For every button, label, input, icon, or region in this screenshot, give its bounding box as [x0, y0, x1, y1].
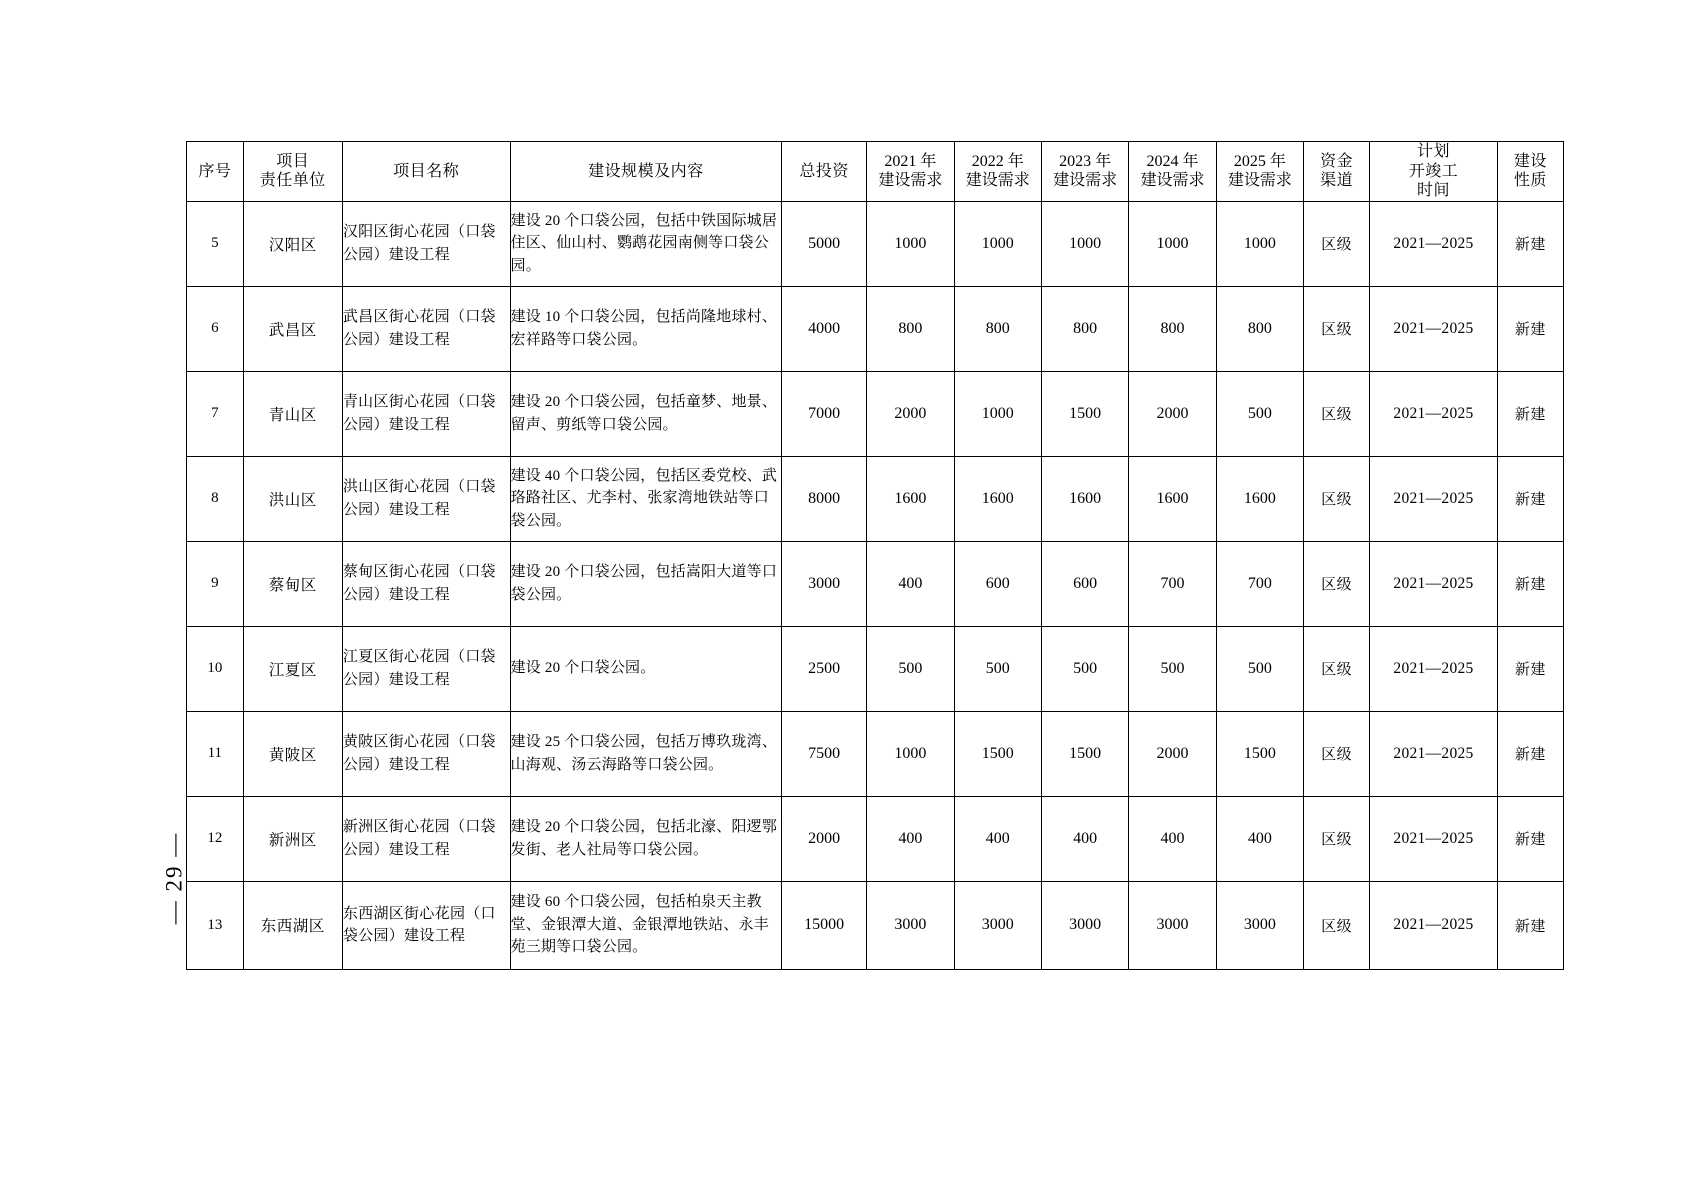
column-header-demand-2023: 2023 年 建设需求 [1041, 142, 1128, 202]
column-header-demand-2025: 2025 年 建设需求 [1216, 142, 1303, 202]
cell-planned-schedule: 2021—2025 [1370, 371, 1498, 456]
cell-total-investment: 2500 [782, 626, 867, 711]
table-row [187, 881, 1564, 969]
project-table-container [186, 141, 1564, 970]
cell-demand-2024: 2000 [1129, 371, 1216, 456]
cell-planned-schedule: 2021—2025 [1370, 796, 1498, 881]
cell-demand-2023: 1500 [1041, 371, 1128, 456]
cell-demand-2021: 500 [867, 626, 954, 711]
column-header-demand-2021: 2021 年 建设需求 [867, 142, 954, 202]
cell-demand-2023: 400 [1041, 796, 1128, 881]
cell-construction-nature: 新建 [1497, 881, 1563, 969]
cell-demand-2024: 800 [1129, 286, 1216, 371]
cell-total-investment: 15000 [782, 881, 867, 969]
cell-seq: 10 [187, 626, 244, 711]
cell-construction-nature: 新建 [1497, 201, 1563, 286]
table-header-row [187, 142, 1564, 202]
cell-project-name: 黄陂区街心花园（口袋公园）建设工程 [342, 711, 510, 796]
cell-planned-schedule: 2021—2025 [1370, 456, 1498, 541]
cell-funding-channel: 区级 [1304, 286, 1370, 371]
cell-seq: 12 [187, 796, 244, 881]
column-header-demand-2022: 2022 年 建设需求 [954, 142, 1041, 202]
cell-demand-2022: 1500 [954, 711, 1041, 796]
cell-seq: 7 [187, 371, 244, 456]
cell-project-name: 洪山区街心花园（口袋公园）建设工程 [342, 456, 510, 541]
cell-construction-nature: 新建 [1497, 371, 1563, 456]
table-row [187, 201, 1564, 286]
cell-construction-nature: 新建 [1497, 541, 1563, 626]
cell-unit: 武昌区 [243, 286, 342, 371]
table-row [187, 796, 1564, 881]
cell-demand-2021: 2000 [867, 371, 954, 456]
cell-total-investment: 7000 [782, 371, 867, 456]
cell-unit: 洪山区 [243, 456, 342, 541]
cell-scale-content: 建设 40 个口袋公园，包括区委党校、武珞路社区、尤李村、张家湾地铁站等口袋公园。 [510, 456, 782, 541]
table-body [187, 201, 1564, 969]
table-row [187, 456, 1564, 541]
cell-construction-nature: 新建 [1497, 796, 1563, 881]
cell-unit: 青山区 [243, 371, 342, 456]
column-header-demand-2024: 2024 年 建设需求 [1129, 142, 1216, 202]
cell-planned-schedule: 2021—2025 [1370, 881, 1498, 969]
cell-unit: 黄陂区 [243, 711, 342, 796]
cell-scale-content: 建设 10 个口袋公园，包括尚隆地球村、宏祥路等口袋公园。 [510, 286, 782, 371]
cell-demand-2022: 800 [954, 286, 1041, 371]
cell-demand-2022: 400 [954, 796, 1041, 881]
cell-funding-channel: 区级 [1304, 711, 1370, 796]
cell-scale-content: 建设 20 个口袋公园，包括北濠、阳逻鄂发街、老人社局等口袋公园。 [510, 796, 782, 881]
cell-demand-2024: 3000 [1129, 881, 1216, 969]
cell-demand-2024: 700 [1129, 541, 1216, 626]
cell-demand-2022: 600 [954, 541, 1041, 626]
cell-demand-2023: 600 [1041, 541, 1128, 626]
cell-scale-content: 建设 25 个口袋公园，包括万博玖珑湾、山海观、汤云海路等口袋公园。 [510, 711, 782, 796]
page-number-label: — 29 — [161, 831, 186, 925]
cell-demand-2022: 3000 [954, 881, 1041, 969]
cell-funding-channel: 区级 [1304, 201, 1370, 286]
cell-demand-2025: 400 [1216, 796, 1303, 881]
table-row [187, 626, 1564, 711]
cell-demand-2023: 3000 [1041, 881, 1128, 969]
cell-demand-2022: 1600 [954, 456, 1041, 541]
cell-demand-2025: 700 [1216, 541, 1303, 626]
cell-demand-2024: 500 [1129, 626, 1216, 711]
cell-project-name: 江夏区街心花园（口袋公园）建设工程 [342, 626, 510, 711]
cell-demand-2021: 3000 [867, 881, 954, 969]
cell-demand-2025: 500 [1216, 371, 1303, 456]
cell-scale-content: 建设 20 个口袋公园，包括中铁国际城居住区、仙山村、鹦鹉花园南侧等口袋公园。 [510, 201, 782, 286]
cell-seq: 11 [187, 711, 244, 796]
cell-seq: 8 [187, 456, 244, 541]
cell-project-name: 武昌区街心花园（口袋公园）建设工程 [342, 286, 510, 371]
cell-demand-2023: 800 [1041, 286, 1128, 371]
cell-demand-2025: 500 [1216, 626, 1303, 711]
cell-demand-2023: 1500 [1041, 711, 1128, 796]
cell-demand-2025: 1600 [1216, 456, 1303, 541]
cell-demand-2024: 2000 [1129, 711, 1216, 796]
table-row [187, 371, 1564, 456]
column-header-seq: 序号 [187, 142, 244, 202]
table-row [187, 286, 1564, 371]
cell-demand-2025: 1500 [1216, 711, 1303, 796]
cell-planned-schedule: 2021—2025 [1370, 626, 1498, 711]
cell-scale-content: 建设 20 个口袋公园，包括童梦、地景、留声、剪纸等口袋公园。 [510, 371, 782, 456]
project-table [186, 141, 1564, 970]
cell-construction-nature: 新建 [1497, 456, 1563, 541]
cell-demand-2021: 1600 [867, 456, 954, 541]
cell-demand-2023: 1000 [1041, 201, 1128, 286]
cell-total-investment: 5000 [782, 201, 867, 286]
cell-demand-2023: 500 [1041, 626, 1128, 711]
column-header-planned-schedule: 计划 开竣工 时间 [1370, 142, 1498, 202]
cell-construction-nature: 新建 [1497, 286, 1563, 371]
cell-funding-channel: 区级 [1304, 881, 1370, 969]
cell-funding-channel: 区级 [1304, 796, 1370, 881]
cell-seq: 5 [187, 201, 244, 286]
cell-total-investment: 8000 [782, 456, 867, 541]
cell-project-name: 汉阳区街心花园（口袋公园）建设工程 [342, 201, 510, 286]
cell-funding-channel: 区级 [1304, 626, 1370, 711]
cell-demand-2025: 800 [1216, 286, 1303, 371]
cell-total-investment: 3000 [782, 541, 867, 626]
cell-demand-2024: 400 [1129, 796, 1216, 881]
cell-construction-nature: 新建 [1497, 626, 1563, 711]
cell-demand-2021: 400 [867, 541, 954, 626]
column-header-construction-nature: 建设 性质 [1497, 142, 1563, 202]
cell-demand-2025: 1000 [1216, 201, 1303, 286]
cell-scale-content: 建设 60 个口袋公园，包括柏泉天主教堂、金银潭大道、金银潭地铁站、永丰苑三期等口袋公园。 [510, 881, 782, 969]
cell-total-investment: 4000 [782, 286, 867, 371]
cell-total-investment: 2000 [782, 796, 867, 881]
cell-demand-2022: 500 [954, 626, 1041, 711]
cell-total-investment: 7500 [782, 711, 867, 796]
cell-scale-content: 建设 20 个口袋公园。 [510, 626, 782, 711]
cell-demand-2023: 1600 [1041, 456, 1128, 541]
cell-scale-content: 建设 20 个口袋公园，包括嵩阳大道等口袋公园。 [510, 541, 782, 626]
cell-seq: 9 [187, 541, 244, 626]
cell-planned-schedule: 2021—2025 [1370, 201, 1498, 286]
cell-planned-schedule: 2021—2025 [1370, 711, 1498, 796]
cell-demand-2024: 1600 [1129, 456, 1216, 541]
cell-unit: 江夏区 [243, 626, 342, 711]
cell-demand-2021: 800 [867, 286, 954, 371]
cell-unit: 东西湖区 [243, 881, 342, 969]
cell-unit: 新洲区 [243, 796, 342, 881]
cell-funding-channel: 区级 [1304, 456, 1370, 541]
cell-project-name: 新洲区街心花园（口袋公园）建设工程 [342, 796, 510, 881]
cell-unit: 汉阳区 [243, 201, 342, 286]
cell-project-name: 蔡甸区街心花园（口袋公园）建设工程 [342, 541, 510, 626]
cell-demand-2022: 1000 [954, 371, 1041, 456]
table-header [187, 142, 1564, 202]
column-header-project-name: 项目名称 [342, 142, 510, 202]
cell-seq: 6 [187, 286, 244, 371]
cell-planned-schedule: 2021—2025 [1370, 286, 1498, 371]
cell-project-name: 青山区街心花园（口袋公园）建设工程 [342, 371, 510, 456]
column-header-funding-channel: 资金 渠道 [1304, 142, 1370, 202]
cell-demand-2021: 1000 [867, 711, 954, 796]
cell-demand-2025: 3000 [1216, 881, 1303, 969]
cell-demand-2022: 1000 [954, 201, 1041, 286]
cell-project-name: 东西湖区街心花园（口袋公园）建设工程 [342, 881, 510, 969]
cell-demand-2024: 1000 [1129, 201, 1216, 286]
column-header-scale-content: 建设规模及内容 [510, 142, 782, 202]
column-header-total-investment: 总投资 [782, 142, 867, 202]
cell-unit: 蔡甸区 [243, 541, 342, 626]
cell-funding-channel: 区级 [1304, 541, 1370, 626]
cell-construction-nature: 新建 [1497, 711, 1563, 796]
cell-demand-2021: 400 [867, 796, 954, 881]
cell-funding-channel: 区级 [1304, 371, 1370, 456]
table-row [187, 541, 1564, 626]
column-header-responsible-unit: 项目 责任单位 [243, 142, 342, 202]
cell-demand-2021: 1000 [867, 201, 954, 286]
cell-seq: 13 [187, 881, 244, 969]
table-row [187, 711, 1564, 796]
cell-planned-schedule: 2021—2025 [1370, 541, 1498, 626]
